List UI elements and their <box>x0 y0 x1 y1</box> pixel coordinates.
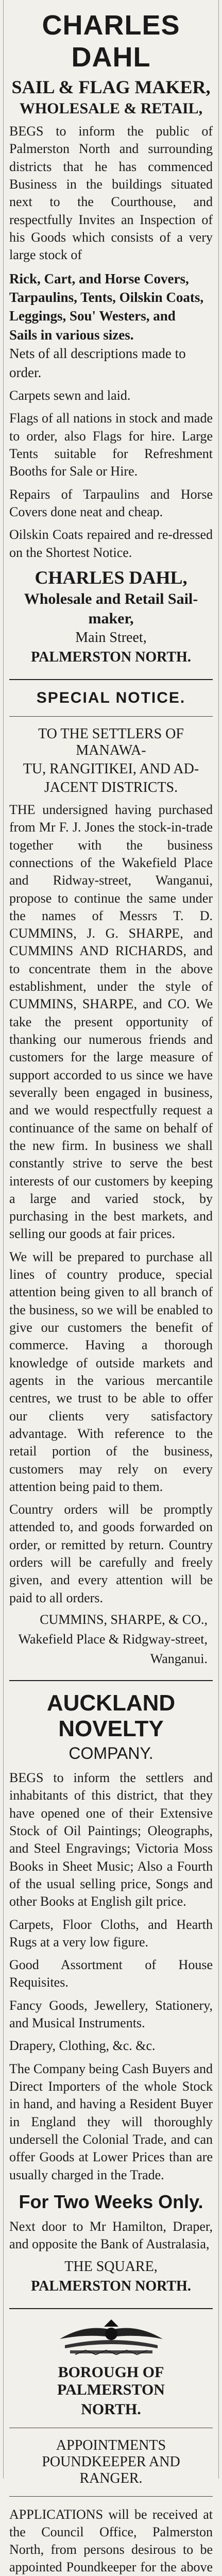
divider <box>9 2308 213 2309</box>
signature-town: Wanganui. <box>9 1651 208 1667</box>
signature-address: Wakefield Place & Ridgway-street, <box>9 1632 208 1647</box>
divider <box>9 679 213 680</box>
borough-crest-icon <box>9 2318 213 2359</box>
stock-list <box>9 269 213 382</box>
advert-title: NORTH. <box>9 2401 213 2418</box>
appointments-heading: APPOINTMENTS POUNDKEEPER AND RANGER. <box>9 2437 213 2487</box>
signature-line: maker, <box>9 610 213 628</box>
stock-list-item: Sails in various sizes. <box>9 326 213 344</box>
advert-paragraph: BEGS to inform the settlers and inhabitants of this district, that they have opened one of their Extensive Stock of Oil Paintings; Oleographs, and Steel Engravings; Victoria Moss Books in Sheet Music; Also a Fourth of the usual selling price, Songs and other Books at English gilt price. <box>9 1769 213 1911</box>
advert-borough-notice <box>9 2364 213 2576</box>
address-street: THE SQUARE, <box>9 2259 213 2275</box>
advert-paragraph: Fancy Goods, Jewellery, Stationery, and Musical Instruments. <box>9 1997 213 2032</box>
special-notice-heading: SPECIAL NOTICE. <box>9 689 213 707</box>
advert-title: CHARLES DAHL <box>9 9 213 73</box>
advert-paragraph: Next door to Mr Hamilton, Draper, and opposite the Bank of Australasia, <box>9 2218 213 2253</box>
stock-list-item: Rick, Cart, and Horse Covers, <box>9 269 213 288</box>
column-rule-right <box>218 0 219 2479</box>
notice-addressee: JACENT DISTRICTS. <box>9 779 213 796</box>
address-town: PALMERSTON NORTH. <box>9 2278 213 2295</box>
advert-paragraph: Carpets sewn and laid. <box>9 387 213 404</box>
divider <box>9 1680 213 1681</box>
advert-paragraph: THE undersigned having purchased from Mr F. J. Jones the stock-in-trade together with the business connections of the Wakefield Place and Ridway-street, Wanganui, propose to continue the same under the names of Messrs T. D. CUMMINS, J. G. SHARPE, and CUMMINS AND RICHARDS, and to concentrate them in the above establishment, under the style of CUMMINS, SHARPE, and CO. We take the present opportunity of thanking our numerous friends and customers for the large measure of support accorded to us since we have severally been engaged in business, and we would respectfully request a continuance of the same on behalf of the new firm. In business we shall constantly strive to serve the best interests of our customers by keeping a large and varied stock, by purchasing in the best markets, and selling our goods at fair prices. <box>9 801 213 1243</box>
signature-name: CHARLES DAHL, <box>9 567 213 588</box>
advert-paragraph: Oilskin Coats repaired and re-dressed on the Shortest Notice. <box>9 526 213 562</box>
advert-auckland-novelty <box>9 1690 213 2295</box>
advert-charles-dahl <box>9 9 213 666</box>
signature-town: PALMERSTON NORTH. <box>9 649 213 666</box>
advert-paragraph: Flags of all nations in stock and made to order, also Flags for hire. Large Tents suitable for Refreshment Booths for Sale or Hire. <box>9 410 213 480</box>
advert-paragraph: Carpets, Floor Cloths, and Hearth Rugs at a very low figure. <box>9 1916 213 1952</box>
stock-list-item: Leggings, Sou' Westers, and <box>9 307 213 325</box>
advert-paragraph: We will be prepared to purchase all lines of country produce, special attention being given to all branch of the business, so we will be enabled to give our customers the benefit of commerce. Having a thorough knowledge of outside markets and agents in the various mercantile centres, we trust to be able to offer our clients very satisfactory advantage. With reference to the retail portion of the business, customers may rely on every attention being paid to them. <box>9 1248 213 1496</box>
notice-addressee: TU, RANGITIKEI, AND AD- <box>9 761 213 777</box>
divider <box>9 2496 213 2497</box>
column-rule-left <box>3 0 4 2479</box>
advert-paragraph: The Company being Cash Buyers and Direct Importers of the whole Stock in hand, and having a Resident Buyer in England they will thoroughly undersell the Colonial Trade, and can offer Goods at Lower Prices than are usually charged in the Trade. <box>9 2060 213 2184</box>
signature-line: Wholesale and Retail Sail- <box>9 590 213 608</box>
stock-list-item: Tarpaulins, Tents, Oilskin Coats, <box>9 288 213 307</box>
stock-list-item: Nets of all descriptions made to <box>9 344 213 363</box>
advert-paragraph: APPLICATIONS will be received at the Council Office, Palmerston North, from persons desirous to be appointed Poundkeeper for the above <box>9 2506 213 2576</box>
advert-wholesale: WHOLESALE & RETAIL, <box>9 100 213 117</box>
advert-paragraph: Drapery, Clothing, &c. &c. <box>9 2037 213 2055</box>
notice-addressee: TO THE SETTLERS OF MANAWA- <box>9 726 213 759</box>
advert-trade: SAIL & FLAG MAKER, <box>9 76 213 98</box>
divider <box>9 716 213 717</box>
two-weeks-heading: For Two Weeks Only. <box>9 2191 213 2213</box>
advert-paragraph: Country orders will be promptly attended to, and goods forwarded on order, or remitted by return. Country orders will be carefully and freely given, and every attention will be paid to all orders. <box>9 1501 213 1607</box>
stock-list-item: order. <box>9 363 213 382</box>
advert-title: AUCKLAND NOVELTY <box>9 1690 213 1742</box>
signature-street: Main Street, <box>9 630 213 646</box>
advert-special-notice <box>9 689 213 1667</box>
advert-paragraph: BEGS to inform the public of Palmerston North and surrounding districts that he has commenced Business in the buildings situated next to the Courthouse, and respectfully Invites an Inspection of his Goods which consists of a very large stock of <box>9 123 213 264</box>
advert-paragraph: Good Assortment of House Requisites. <box>9 1956 213 1992</box>
advert-title: BOROUGH OF PALMERSTON <box>9 2364 213 2399</box>
signature-name: CUMMINS, SHARPE, & CO., <box>9 1612 208 1628</box>
advert-subtitle: COMPANY. <box>9 1744 213 1763</box>
advert-paragraph: Repairs of Tarpaulins and Horse Covers done neat and cheap. <box>9 486 213 521</box>
